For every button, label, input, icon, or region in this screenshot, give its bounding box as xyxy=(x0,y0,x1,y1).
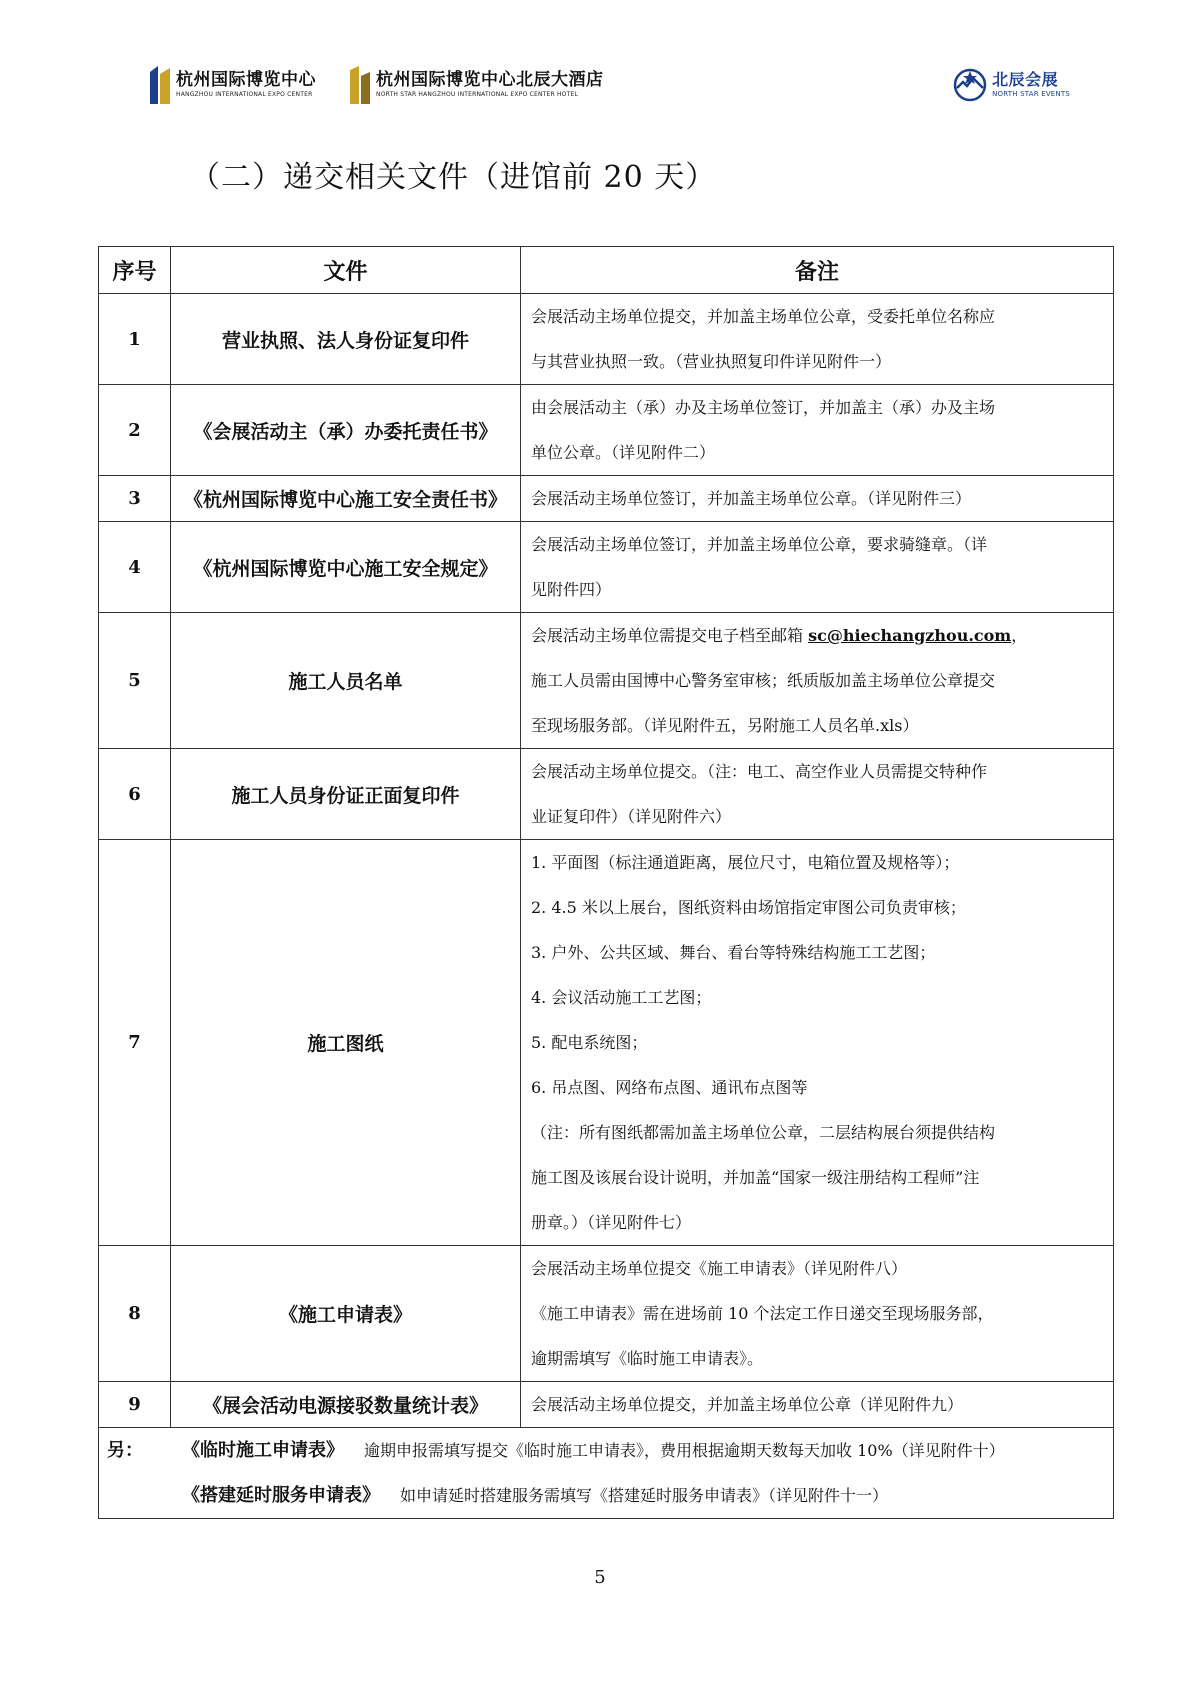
expo-center-logo xyxy=(150,66,316,104)
row-note xyxy=(521,1382,1114,1428)
table-row xyxy=(99,749,1114,840)
note-line: 6. 吊点图、网络布点图、通讯布点图等 xyxy=(531,1078,808,1097)
note-line: 会展活动主场单位提交《施工申请表》（详见附件八） xyxy=(531,1259,908,1278)
note-line: 会展活动主场单位提交，并加盖主场单位公章，受委托单位名称应 xyxy=(531,307,996,326)
note-line: 见附件四） xyxy=(531,580,612,599)
note-line: 4. 会议活动施工工艺图； xyxy=(531,988,712,1007)
row-file: 《会展活动主（承）办委托责任书》 xyxy=(171,385,521,476)
note-line: 会展活动主场单位提交，并加盖主场单位公章（详见附件九） xyxy=(531,1395,964,1414)
table-row xyxy=(99,385,1114,476)
footer-item-text: 逾期申报需填写提交《临时施工申请表》，费用根据逾期天数每天加收 10%（详见附件十） xyxy=(364,1441,1005,1460)
footer-label: 另： xyxy=(107,1440,143,1461)
row-file: 《杭州国际博览中心施工安全责任书》 xyxy=(171,476,521,522)
page-number: 5 xyxy=(594,1567,606,1588)
note-suffix: ， xyxy=(1011,626,1028,645)
expo-center-name: 杭州国际博览中心 xyxy=(176,70,316,90)
note-line: 由会展活动主（承）办及主场单位签订，并加盖主（承）办及主场 xyxy=(531,398,996,417)
note-line: 《施工申请表》需在进场前 10 个法定工作日递交至现场服务部， xyxy=(531,1304,994,1323)
table-row xyxy=(99,1246,1114,1382)
table-row xyxy=(99,476,1114,522)
note-line: 会展活动主场单位签订，并加盖主场单位公章。（详见附件三） xyxy=(531,489,972,508)
note-line: 与其营业执照一致。（营业执照复印件详见附件一） xyxy=(531,352,892,371)
north-star-events-name-en: NORTH STAR EVENTS xyxy=(992,90,1070,98)
row-no: 5 xyxy=(99,613,171,749)
table-footer-row xyxy=(99,1428,1114,1519)
note-line: 逾期需填写《临时施工申请表》。 xyxy=(531,1349,764,1368)
table-row xyxy=(99,613,1114,749)
note-line: 会展活动主场单位签订，并加盖主场单位公章，要求骑缝章。（详 xyxy=(531,535,988,554)
table-row xyxy=(99,522,1114,613)
footer-item-text: 如申请延时搭建服务需填写《搭建延时服务申请表》（详见附件十一） xyxy=(400,1486,889,1505)
note-line: 5. 配电系统图； xyxy=(531,1033,648,1052)
hotel-mark-icon xyxy=(350,66,370,104)
header-no: 序号 xyxy=(99,247,171,294)
row-file: 《展会活动电源接驳数量统计表》 xyxy=(171,1382,521,1428)
row-no: 7 xyxy=(99,840,171,1246)
row-no: 2 xyxy=(99,385,171,476)
row-file: 《杭州国际博览中心施工安全规定》 xyxy=(171,522,521,613)
north-star-globe-icon xyxy=(953,68,987,102)
hotel-name: 杭州国际博览中心北辰大酒店 xyxy=(376,70,604,90)
note-line: 册章。）（详见附件七） xyxy=(531,1213,692,1232)
north-star-events-logo xyxy=(953,68,1070,102)
table-header-row xyxy=(99,247,1114,294)
row-no: 6 xyxy=(99,749,171,840)
note-line: （注：所有图纸都需加盖主场单位公章，二层结构展台须提供结构 xyxy=(531,1123,996,1142)
note-line: 施工人员需由国博中心警务室审核；纸质版加盖主场单位公章提交 xyxy=(531,671,996,690)
page-header xyxy=(150,58,1070,110)
note-line: 3. 户外、公共区域、舞台、看台等特殊结构施工工艺图； xyxy=(531,943,936,962)
expo-center-mark-icon xyxy=(150,66,170,104)
footer-item-title: 《临时施工申请表》 xyxy=(182,1440,344,1461)
row-file: 《施工申请表》 xyxy=(171,1246,521,1382)
note-line: 会展活动主场单位提交。（注：电工、高空作业人员需提交特种作 xyxy=(531,762,988,781)
row-file: 施工图纸 xyxy=(171,840,521,1246)
header-note: 备注 xyxy=(521,247,1114,294)
footer-item-title: 《搭建延时服务申请表》 xyxy=(182,1485,380,1506)
expo-center-name-en: HANGZHOU INTERNATIONAL EXPO CENTER xyxy=(176,91,313,98)
note-line: 业证复印件）（详见附件六） xyxy=(531,807,732,826)
row-note xyxy=(521,294,1114,385)
note-line: 单位公章。（详见附件二） xyxy=(531,443,716,462)
note-prefix: 会展活动主场单位需提交电子档至邮箱 xyxy=(531,626,809,645)
hotel-logo xyxy=(350,66,604,104)
row-no: 3 xyxy=(99,476,171,522)
note-line: 1. 平面图（标注通道距离，展位尺寸，电箱位置及规格等）； xyxy=(531,853,960,872)
section-title: （二）递交相关文件（进馆前 20 天） xyxy=(190,160,717,195)
row-no: 1 xyxy=(99,294,171,385)
row-file: 营业执照、法人身份证复印件 xyxy=(171,294,521,385)
row-no: 9 xyxy=(99,1382,171,1428)
footer-note xyxy=(99,1428,1114,1519)
hotel-name-en: NORTH STAR HANGZHOU INTERNATIONAL EXPO CENTER HOTEL xyxy=(376,91,579,98)
row-note xyxy=(521,749,1114,840)
note-line: 至现场服务部。（详见附件五，另附施工人员名单.xls） xyxy=(531,716,919,735)
documents-table xyxy=(98,246,1114,1519)
row-no: 4 xyxy=(99,522,171,613)
row-note xyxy=(521,1246,1114,1382)
note-line: 施工图及该展台设计说明，并加盖“国家一级注册结构工程师”注 xyxy=(531,1168,980,1187)
row-file: 施工人员身份证正面复印件 xyxy=(171,749,521,840)
row-note xyxy=(521,522,1114,613)
row-note xyxy=(521,840,1114,1246)
row-file: 施工人员名单 xyxy=(171,613,521,749)
table-row xyxy=(99,840,1114,1246)
row-note xyxy=(521,385,1114,476)
note-line xyxy=(531,613,1105,658)
row-note xyxy=(521,613,1114,749)
email-link[interactable]: sc@hiechangzhou.com xyxy=(808,626,1012,645)
table-row xyxy=(99,294,1114,385)
row-note xyxy=(521,476,1114,522)
note-line: 2. 4.5 米以上展台，图纸资料由场馆指定审图公司负责审核； xyxy=(531,898,966,917)
table-row xyxy=(99,1382,1114,1428)
row-no: 8 xyxy=(99,1246,171,1382)
north-star-events-name: 北辰会展 xyxy=(992,70,1059,89)
header-file: 文件 xyxy=(171,247,521,294)
